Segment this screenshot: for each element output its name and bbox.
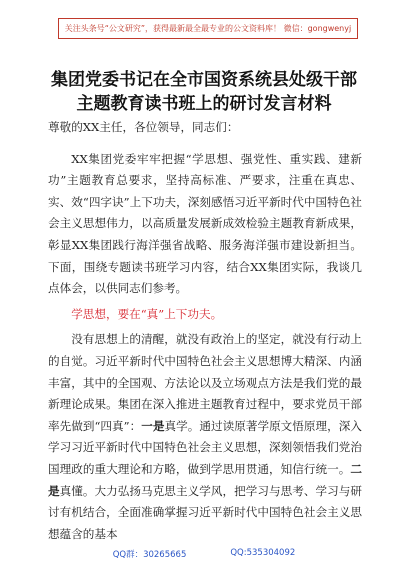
footer bbox=[0, 548, 408, 564]
document-body bbox=[48, 117, 362, 545]
footer-qq[interactable]: QQ:535304092 bbox=[230, 548, 296, 558]
title-line-1: 集团党委书记在全市国资系统县处级干部 bbox=[51, 70, 357, 90]
paragraph-2-end: 真懂。大力弘扬马克思主义学风，把学习与思考、学习与研讨有机结合，全面准确掌握习近平新时代中国特色社会主义思想蕴含的基本 bbox=[48, 483, 362, 541]
document-title bbox=[40, 68, 368, 116]
point-label-1: 一是 bbox=[141, 418, 165, 433]
paragraph-2-start: 没有思想上的清醒，就没有政治上的坚定，就没有行动上的自觉。习近平新时代中国特色社会主义思想博大精深、内涵丰富，其中的全国观、方法论以及立场观点方法是我们党的最新理论成果。集团在深入推进主题教育过程中，要求党员干部率先做到“四真”： bbox=[48, 332, 362, 433]
title-line-2: 主题教育读书班上的研讨发言材料 bbox=[76, 94, 332, 114]
salutation: 尊敬的XX主任，各位领导，同志们： bbox=[48, 120, 239, 134]
paragraph-2-mid: 真学。通过读原著学原文悟原理，深入学习习近平新时代中国特色社会主义思想，深刻领悟我们党治国理政的重大理论和方略，做到学思用贯通，知信行统一。 bbox=[48, 418, 362, 476]
paragraph-1: XX集团党委牢牢把握“学思想、强党性、重实践、建新功”主题教育总要求，坚持高标准、严要求，注重在真忠、实、效“四字诀”上下功夫，深刻感悟习近平新时代中国特色社会主义思想伟力，以高质量发展新成效检验主题教育新成果，彰显XX集团践行海洋强省战略、服务海洋强市建设新担当。下面，围绕专题读书班学习内容，结合XX集团实际，我谈几点体会，以供同志们参考。 bbox=[48, 151, 362, 296]
paragraph-2 bbox=[48, 329, 362, 545]
point-label-2: 二是 bbox=[48, 461, 362, 498]
header-banner-text: 关注头条号“公文研究”，获得最新最全最专业的公文资料库！ 微信：gongwenyj bbox=[64, 24, 352, 33]
header-banner[interactable] bbox=[58, 18, 358, 39]
footer-qq-group[interactable]: QQ群：30265665 bbox=[112, 550, 187, 560]
subheading-1: 学思想，要在“真”上下功夫。 bbox=[71, 306, 223, 321]
